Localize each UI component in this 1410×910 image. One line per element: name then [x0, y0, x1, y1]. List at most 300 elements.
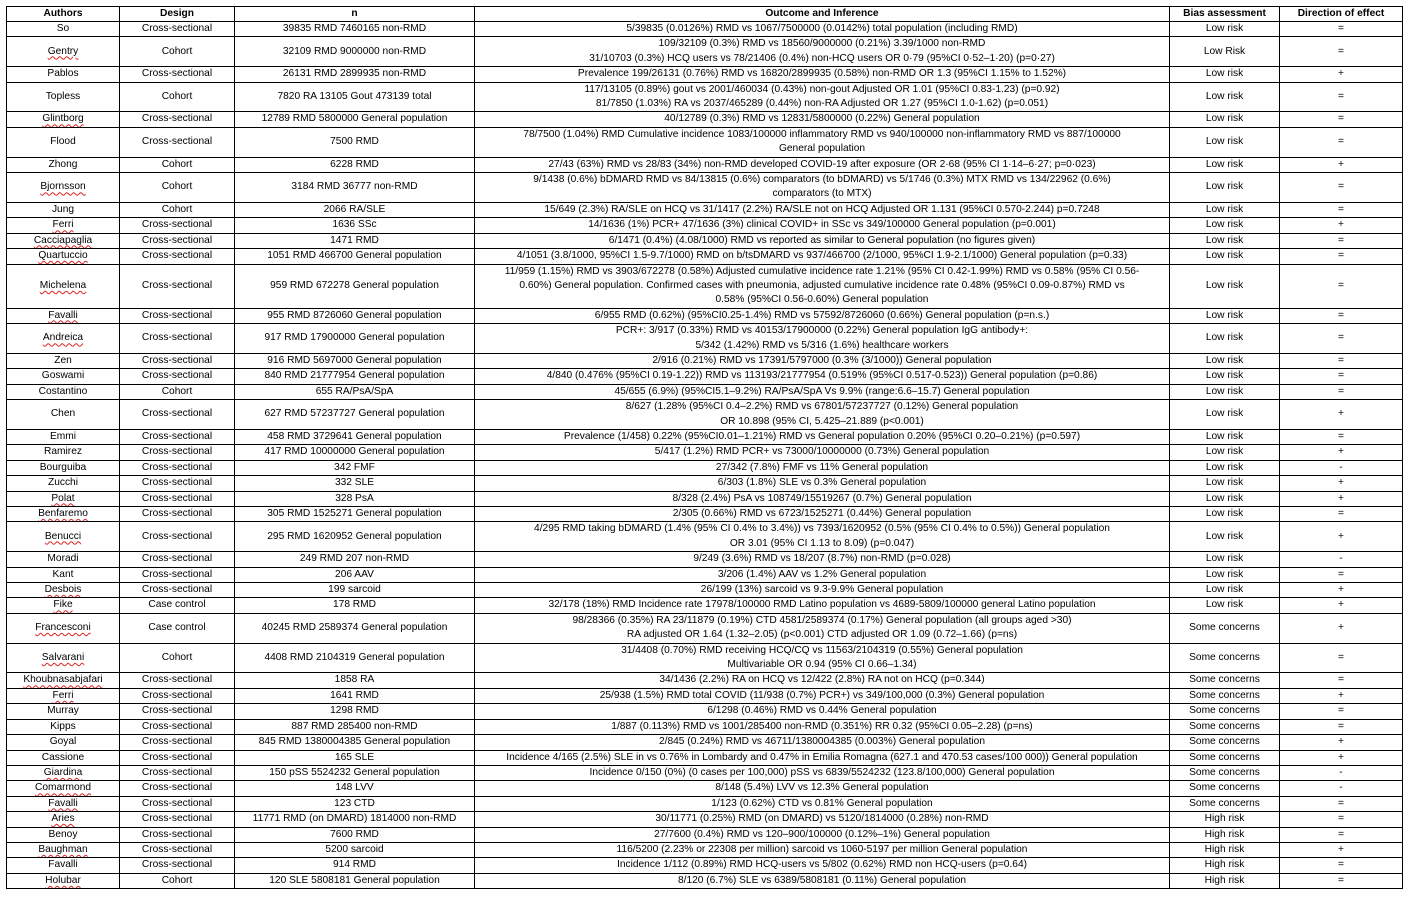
direction-cell: +: [1280, 67, 1403, 82]
direction-cell: +: [1280, 688, 1403, 703]
outcome-cell: Incidence 0/150 (0%) (0 cases per 100,000) pSS vs 6839/5524232 (123.8/100,000) General population: [475, 765, 1170, 780]
table-row: [7, 750, 1403, 765]
direction-cell: =: [1280, 369, 1403, 384]
outcome-cell: 6/1471 (0.4%) (4.08/1000) RMD vs reported as similar to General population (no figures given): [475, 233, 1170, 248]
direction-cell: =: [1280, 264, 1403, 308]
header-row: [7, 7, 1403, 22]
table-row: [7, 522, 1403, 552]
author-cell: Pablos: [7, 67, 120, 82]
author-cell: Gentry: [7, 37, 120, 67]
bias-cell: Low risk: [1170, 369, 1280, 384]
n-cell: 6228 RMD: [235, 157, 475, 172]
table-row: [7, 858, 1403, 873]
design-cell: Cross-sectional: [120, 673, 235, 688]
design-cell: Cross-sectional: [120, 827, 235, 842]
bias-cell: Some concerns: [1170, 796, 1280, 811]
direction-cell: =: [1280, 233, 1403, 248]
bias-cell: Low risk: [1170, 400, 1280, 430]
n-cell: 178 RMD: [235, 598, 475, 613]
table-row: [7, 827, 1403, 842]
outcome-cell: 2/916 (0.21%) RMD vs 17391/5797000 (0.3% (3/1000)) General population: [475, 353, 1170, 368]
outcome-cell: 8/627 (1.28% (95%CI 0.4–2.2%) RMD vs 67801/57237727 (0.12%) General population OR 10.898 (95% CI, 5.425–21.889 (p<0.001): [475, 400, 1170, 430]
author-cell: Favalli: [7, 796, 120, 811]
author-cell: Favalli: [7, 858, 120, 873]
design-cell: Cross-sectional: [120, 127, 235, 157]
direction-cell: =: [1280, 812, 1403, 827]
direction-cell: +: [1280, 400, 1403, 430]
direction-cell: =: [1280, 567, 1403, 582]
author-cell: Benfaremo: [7, 507, 120, 522]
design-cell: Cross-sectional: [120, 324, 235, 354]
author-cell: Zen: [7, 353, 120, 368]
n-cell: 3184 RMD 36777 non-RMD: [235, 173, 475, 203]
table-row: [7, 369, 1403, 384]
n-cell: 295 RMD 1620952 General population: [235, 522, 475, 552]
design-cell: Cross-sectional: [120, 858, 235, 873]
design-cell: Cohort: [120, 37, 235, 67]
bias-cell: Low risk: [1170, 249, 1280, 264]
table-row: [7, 202, 1403, 217]
design-cell: Cross-sectional: [120, 812, 235, 827]
outcome-cell: 31/4408 (0.70%) RMD receiving HCQ/CQ vs 11563/2104319 (0.55%) General population Multivariable OR 0.94 (95% CI 0.66–1.34): [475, 643, 1170, 673]
outcome-cell: 2/305 (0.66%) RMD vs 6723/1525271 (0.44%) General population: [475, 507, 1170, 522]
design-cell: Cross-sectional: [120, 249, 235, 264]
direction-cell: =: [1280, 324, 1403, 354]
design-cell: Cross-sectional: [120, 522, 235, 552]
author-cell: Bjornsson: [7, 173, 120, 203]
table-row: [7, 112, 1403, 127]
n-cell: 840 RMD 21777954 General population: [235, 369, 475, 384]
design-cell: Cohort: [120, 157, 235, 172]
table-row: [7, 82, 1403, 112]
n-cell: 1471 RMD: [235, 233, 475, 248]
table-row: [7, 507, 1403, 522]
n-cell: 7500 RMD: [235, 127, 475, 157]
design-cell: Cross-sectional: [120, 353, 235, 368]
author-cell: Murray: [7, 704, 120, 719]
direction-cell: +: [1280, 157, 1403, 172]
n-cell: 11771 RMD (on DMARD) 1814000 non-RMD: [235, 812, 475, 827]
header-bias: Bias assessment: [1170, 7, 1280, 22]
table-row: [7, 308, 1403, 323]
n-cell: 328 PsA: [235, 491, 475, 506]
table-row: [7, 613, 1403, 643]
bias-cell: Low risk: [1170, 353, 1280, 368]
design-cell: Cross-sectional: [120, 429, 235, 444]
direction-cell: +: [1280, 445, 1403, 460]
n-cell: 199 sarcoid: [235, 583, 475, 598]
outcome-cell: 6/1298 (0.46%) RMD vs 0.44% General population: [475, 704, 1170, 719]
author-cell: Zucchi: [7, 476, 120, 491]
design-cell: Cohort: [120, 873, 235, 888]
author-cell: Goyal: [7, 735, 120, 750]
author-cell: Jung: [7, 202, 120, 217]
direction-cell: =: [1280, 112, 1403, 127]
n-cell: 417 RMD 10000000 General population: [235, 445, 475, 460]
n-cell: 914 RMD: [235, 858, 475, 873]
header-n: n: [235, 7, 475, 22]
n-cell: 12789 RMD 5800000 General population: [235, 112, 475, 127]
outcome-cell: 5/39835 (0.0126%) RMD vs 1067/7500000 (0.0142%) total population (including RMD): [475, 22, 1170, 37]
author-cell: Topless: [7, 82, 120, 112]
n-cell: 845 RMD 1380004385 General population: [235, 735, 475, 750]
direction-cell: +: [1280, 583, 1403, 598]
design-cell: Cross-sectional: [120, 491, 235, 506]
n-cell: 26131 RMD 2899935 non-RMD: [235, 67, 475, 82]
n-cell: 1636 SSc: [235, 218, 475, 233]
outcome-cell: 45/655 (6.9%) (95%CI5.1–9.2%) RA/PsA/SpA Vs 9.9% (range:6.6–15.7) General population: [475, 384, 1170, 399]
n-cell: 1051 RMD 466700 General population: [235, 249, 475, 264]
n-cell: 1858 RA: [235, 673, 475, 688]
direction-cell: -: [1280, 460, 1403, 475]
bias-cell: Low risk: [1170, 67, 1280, 82]
outcome-cell: 98/28366 (0.35%) RA 23/11879 (0.19%) CTD 4581/2589374 (0.17%) General population (all groups aged >30) RA adjusted OR 1.64 (1.32–2.05) (p<0.001) CTD adjusted OR 1.09 (0.72–1.66) (p=ns): [475, 613, 1170, 643]
n-cell: 5200 sarcoid: [235, 842, 475, 857]
direction-cell: =: [1280, 719, 1403, 734]
outcome-cell: 27/342 (7.8%) FMF vs 11% General population: [475, 460, 1170, 475]
design-cell: Case control: [120, 613, 235, 643]
author-cell: Favalli: [7, 308, 120, 323]
header-outcome: Outcome and Inference: [475, 7, 1170, 22]
table-row: [7, 765, 1403, 780]
bias-cell: Some concerns: [1170, 688, 1280, 703]
direction-cell: +: [1280, 598, 1403, 613]
design-cell: Cross-sectional: [120, 369, 235, 384]
n-cell: 655 RA/PsA/SpA: [235, 384, 475, 399]
n-cell: 959 RMD 672278 General population: [235, 264, 475, 308]
direction-cell: =: [1280, 673, 1403, 688]
outcome-cell: 116/5200 (2.23% or 22308 per million) sarcoid vs 1060-5197 per million General population: [475, 842, 1170, 857]
table-row: [7, 233, 1403, 248]
n-cell: 332 SLE: [235, 476, 475, 491]
design-cell: Cross-sectional: [120, 567, 235, 582]
design-cell: Cohort: [120, 643, 235, 673]
n-cell: 917 RMD 17900000 General population: [235, 324, 475, 354]
header-design: Design: [120, 7, 235, 22]
n-cell: 2066 RA/SLE: [235, 202, 475, 217]
bias-cell: Low risk: [1170, 22, 1280, 37]
direction-cell: =: [1280, 249, 1403, 264]
author-cell: Kipps: [7, 719, 120, 734]
bias-cell: Low risk: [1170, 567, 1280, 582]
bias-cell: Low risk: [1170, 157, 1280, 172]
direction-cell: =: [1280, 384, 1403, 399]
outcome-cell: 25/938 (1.5%) RMD total COVID (11/938 (0.7%) PCR+) vs 349/100,000 (0.3%) General population: [475, 688, 1170, 703]
outcome-cell: 26/199 (13%) sarcoid vs 9.3-9.9% General population: [475, 583, 1170, 598]
author-cell: Cassione: [7, 750, 120, 765]
table-row: [7, 643, 1403, 673]
author-cell: Andreica: [7, 324, 120, 354]
author-cell: Flood: [7, 127, 120, 157]
bias-cell: Low risk: [1170, 264, 1280, 308]
n-cell: 627 RMD 57237727 General population: [235, 400, 475, 430]
direction-cell: =: [1280, 202, 1403, 217]
outcome-cell: Prevalence 199/26131 (0.76%) RMD vs 16820/2899935 (0.58%) non-RMD OR 1.3 (95%CI 1.15% to 1.52%): [475, 67, 1170, 82]
design-cell: Cross-sectional: [120, 842, 235, 857]
design-cell: Cross-sectional: [120, 67, 235, 82]
direction-cell: =: [1280, 643, 1403, 673]
author-cell: Holubar: [7, 873, 120, 888]
table-row: [7, 264, 1403, 308]
author-cell: Francesconi: [7, 613, 120, 643]
table-row: [7, 719, 1403, 734]
author-cell: Michelena: [7, 264, 120, 308]
table-row: [7, 583, 1403, 598]
direction-cell: +: [1280, 491, 1403, 506]
bias-cell: Some concerns: [1170, 704, 1280, 719]
table-row: [7, 384, 1403, 399]
outcome-cell: 11/959 (1.15%) RMD vs 3903/672278 (0.58%) Adjusted cumulative incidence rate 1.21% (95% CI 0.42-1.99%) RMD vs 0.58% (95% CI 0.56- 0.60%) General population. Confirmed cases with pneumonia, adjusted cumulative incidence rate 0.48% (95%CI 0.09-0.87%) RMD vs 0.58% (95%CI 0.56-0.60%) General population: [475, 264, 1170, 308]
bias-cell: Low risk: [1170, 82, 1280, 112]
design-cell: Cohort: [120, 173, 235, 203]
design-cell: Cohort: [120, 384, 235, 399]
table-row: [7, 704, 1403, 719]
author-cell: Zhong: [7, 157, 120, 172]
table-row: [7, 429, 1403, 444]
bias-cell: High risk: [1170, 858, 1280, 873]
outcome-cell: 9/1438 (0.6%) bDMARD RMD vs 84/13815 (0.6%) comparators (to bDMARD) vs 5/1746 (0.3%) MTX RMD vs 134/22962 (0.6%) comparators (to MTX): [475, 173, 1170, 203]
bias-cell: Some concerns: [1170, 765, 1280, 780]
bias-cell: Low Risk: [1170, 37, 1280, 67]
direction-cell: =: [1280, 796, 1403, 811]
design-cell: Cross-sectional: [120, 735, 235, 750]
table-row: [7, 842, 1403, 857]
bias-cell: High risk: [1170, 873, 1280, 888]
design-cell: Cross-sectional: [120, 750, 235, 765]
outcome-cell: 40/12789 (0.3%) RMD vs 12831/5800000 (0.22%) General population: [475, 112, 1170, 127]
author-cell: Emmi: [7, 429, 120, 444]
bias-cell: Low risk: [1170, 384, 1280, 399]
outcome-cell: 1/123 (0.62%) CTD vs 0.81% General population: [475, 796, 1170, 811]
direction-cell: =: [1280, 873, 1403, 888]
outcome-cell: Incidence 1/112 (0.89%) RMD HCQ-users vs 5/802 (0.62%) RMD non HCQ-users (p=0.64): [475, 858, 1170, 873]
outcome-cell: 6/955 RMD (0.62%) (95%CI0.25-1.4%) RMD vs 57592/8726060 (0.66%) General population (p=n.s.): [475, 308, 1170, 323]
table-row: [7, 218, 1403, 233]
table-row: [7, 353, 1403, 368]
bias-cell: Low risk: [1170, 583, 1280, 598]
design-cell: Case control: [120, 598, 235, 613]
studies-table: [6, 6, 1403, 889]
outcome-cell: 27/7600 (0.4%) RMD vs 120–900/100000 (0.12%–1%) General population: [475, 827, 1170, 842]
header-direction: Direction of effect: [1280, 7, 1403, 22]
table-row: [7, 476, 1403, 491]
n-cell: 123 CTD: [235, 796, 475, 811]
n-cell: 150 pSS 5524232 General population: [235, 765, 475, 780]
outcome-cell: 8/148 (5.4%) LVV vs 12.3% General population: [475, 781, 1170, 796]
n-cell: 1298 RMD: [235, 704, 475, 719]
direction-cell: =: [1280, 704, 1403, 719]
direction-cell: =: [1280, 429, 1403, 444]
outcome-cell: Incidence 4/165 (2.5%) SLE in vs 0.76% in Lombardy and 0.47% in Emilia Romagna (627.1 and 470.53 cases/100 000)) General population: [475, 750, 1170, 765]
n-cell: 165 SLE: [235, 750, 475, 765]
author-cell: Giardina: [7, 765, 120, 780]
outcome-cell: 5/417 (1.2%) RMD PCR+ vs 73000/10000000 (0.73%) General population: [475, 445, 1170, 460]
direction-cell: +: [1280, 522, 1403, 552]
bias-cell: Low risk: [1170, 324, 1280, 354]
bias-cell: Low risk: [1170, 491, 1280, 506]
table-row: [7, 567, 1403, 582]
outcome-cell: PCR+: 3/917 (0.33%) RMD vs 40153/17900000 (0.22%) General population IgG antibody+: 5/342 (1.42%) RMD vs 5/316 (1.6%) healthcare workers: [475, 324, 1170, 354]
design-cell: Cross-sectional: [120, 704, 235, 719]
design-cell: Cohort: [120, 82, 235, 112]
design-cell: Cross-sectional: [120, 796, 235, 811]
table-row: [7, 400, 1403, 430]
author-cell: Polat: [7, 491, 120, 506]
design-cell: Cross-sectional: [120, 233, 235, 248]
table-row: [7, 157, 1403, 172]
direction-cell: +: [1280, 750, 1403, 765]
outcome-cell: 78/7500 (1.04%) RMD Cumulative incidence 1083/100000 inflammatory RMD vs 940/100000 non-inflammatory RMD vs 887/100000 General population: [475, 127, 1170, 157]
direction-cell: =: [1280, 507, 1403, 522]
bias-cell: Low risk: [1170, 202, 1280, 217]
n-cell: 39835 RMD 7460165 non-RMD: [235, 22, 475, 37]
table-row: [7, 67, 1403, 82]
outcome-cell: 3/206 (1.4%) AAV vs 1.2% General population: [475, 567, 1170, 582]
outcome-cell: 32/178 (18%) RMD Incidence rate 17978/100000 RMD Latino population vs 4689-5809/100000 general Latino population: [475, 598, 1170, 613]
table-row: [7, 552, 1403, 567]
direction-cell: +: [1280, 842, 1403, 857]
bias-cell: Low risk: [1170, 218, 1280, 233]
direction-cell: +: [1280, 218, 1403, 233]
n-cell: 887 RMD 285400 non-RMD: [235, 719, 475, 734]
bias-cell: Low risk: [1170, 460, 1280, 475]
outcome-cell: 2/845 (0.24%) RMD vs 46711/1380004385 (0.003%) General population: [475, 735, 1170, 750]
design-cell: Cross-sectional: [120, 112, 235, 127]
author-cell: Cacciapaglia: [7, 233, 120, 248]
bias-cell: Some concerns: [1170, 673, 1280, 688]
direction-cell: -: [1280, 765, 1403, 780]
direction-cell: =: [1280, 353, 1403, 368]
outcome-cell: 15/649 (2.3%) RA/SLE on HCQ vs 31/1417 (2.2%) RA/SLE not on HCQ Adjusted OR 1.131 (95%CI 0.570-2.244) p=0.7248: [475, 202, 1170, 217]
author-cell: Bourguiba: [7, 460, 120, 475]
author-cell: Quartuccio: [7, 249, 120, 264]
bias-cell: Some concerns: [1170, 735, 1280, 750]
author-cell: Comarmond: [7, 781, 120, 796]
direction-cell: =: [1280, 37, 1403, 67]
table-row: [7, 812, 1403, 827]
table-row: [7, 781, 1403, 796]
bias-cell: Low risk: [1170, 112, 1280, 127]
author-cell: Moradi: [7, 552, 120, 567]
bias-cell: High risk: [1170, 827, 1280, 842]
bias-cell: Low risk: [1170, 522, 1280, 552]
direction-cell: -: [1280, 552, 1403, 567]
author-cell: Costantino: [7, 384, 120, 399]
table-row: [7, 37, 1403, 67]
table-row: [7, 324, 1403, 354]
design-cell: Cross-sectional: [120, 218, 235, 233]
direction-cell: =: [1280, 858, 1403, 873]
n-cell: 206 AAV: [235, 567, 475, 582]
bias-cell: Some concerns: [1170, 781, 1280, 796]
table-row: [7, 249, 1403, 264]
outcome-cell: 1/887 (0.113%) RMD vs 1001/285400 non-RMD (0.351%) RR 0.32 (95%CI 0.05–2.28) (p=ns): [475, 719, 1170, 734]
design-cell: Cross-sectional: [120, 264, 235, 308]
n-cell: 7820 RA 13105 Gout 473139 total: [235, 82, 475, 112]
direction-cell: =: [1280, 82, 1403, 112]
bias-cell: Low risk: [1170, 507, 1280, 522]
direction-cell: +: [1280, 613, 1403, 643]
author-cell: Ferri: [7, 218, 120, 233]
bias-cell: Low risk: [1170, 308, 1280, 323]
design-cell: Cross-sectional: [120, 583, 235, 598]
table-row: [7, 873, 1403, 888]
design-cell: Cross-sectional: [120, 765, 235, 780]
table-row: [7, 127, 1403, 157]
table-row: [7, 22, 1403, 37]
design-cell: Cross-sectional: [120, 308, 235, 323]
author-cell: Benucci: [7, 522, 120, 552]
bias-cell: Some concerns: [1170, 643, 1280, 673]
bias-cell: Low risk: [1170, 476, 1280, 491]
outcome-cell: Prevalence (1/458) 0.22% (95%CI0.01–1.21%) RMD vs General population 0.20% (95%CI 0.20–0.21%) (p=0.597): [475, 429, 1170, 444]
author-cell: Fike: [7, 598, 120, 613]
author-cell: Benoy: [7, 827, 120, 842]
design-cell: Cross-sectional: [120, 719, 235, 734]
n-cell: 955 RMD 8726060 General population: [235, 308, 475, 323]
outcome-cell: 6/303 (1.8%) SLE vs 0.3% General population: [475, 476, 1170, 491]
direction-cell: =: [1280, 173, 1403, 203]
bias-cell: Low risk: [1170, 127, 1280, 157]
bias-cell: Some concerns: [1170, 613, 1280, 643]
n-cell: 148 LVV: [235, 781, 475, 796]
table-row: [7, 735, 1403, 750]
design-cell: Cross-sectional: [120, 445, 235, 460]
n-cell: 7600 RMD: [235, 827, 475, 842]
table-row: [7, 460, 1403, 475]
design-cell: Cohort: [120, 202, 235, 217]
design-cell: Cross-sectional: [120, 400, 235, 430]
bias-cell: Low risk: [1170, 233, 1280, 248]
table-row: [7, 688, 1403, 703]
outcome-cell: 14/1636 (1%) PCR+ 47/1636 (3%) clinical COVID+ in SSc vs 349/100000 General population (p=0.001): [475, 218, 1170, 233]
table-row: [7, 491, 1403, 506]
author-cell: Desbois: [7, 583, 120, 598]
direction-cell: +: [1280, 735, 1403, 750]
direction-cell: =: [1280, 22, 1403, 37]
author-cell: Khoubnasabjafari: [7, 673, 120, 688]
outcome-cell: 4/1051 (3.8/1000, 95%CI 1.5-9.7/1000) RMD on b/tsDMARD vs 937/466700 (2/1000, 95%CI 1.9-2.1/1000) General population (p=0.33): [475, 249, 1170, 264]
design-cell: Cross-sectional: [120, 781, 235, 796]
outcome-cell: 4/295 RMD taking bDMARD (1.4% (95% CI 0.4% to 3.4%)) vs 7393/1620952 (0.5% (95% CI 0.4% to 0.5%)) General population OR 3.01 (95% CI 1.13 to 8.09) (p=0.047): [475, 522, 1170, 552]
author-cell: Glintborg: [7, 112, 120, 127]
n-cell: 458 RMD 3729641 General population: [235, 429, 475, 444]
bias-cell: Low risk: [1170, 445, 1280, 460]
table-row: [7, 173, 1403, 203]
n-cell: 1641 RMD: [235, 688, 475, 703]
n-cell: 305 RMD 1525271 General population: [235, 507, 475, 522]
bias-cell: High risk: [1170, 842, 1280, 857]
outcome-cell: 109/32109 (0.3%) RMD vs 18560/9000000 (0.21%) 3.39/1000 non-RMD 31/10703 (0.3%) HCQ users vs 78/21406 (0.4%) non-HCQ users OR 0·79 (95%CI 0·52–1·20) (p=0·27): [475, 37, 1170, 67]
table-row: [7, 445, 1403, 460]
outcome-cell: 34/1436 (2.2%) RA on HCQ vs 12/422 (2.8%) RA not on HCQ (p=0.344): [475, 673, 1170, 688]
design-cell: Cross-sectional: [120, 688, 235, 703]
design-cell: Cross-sectional: [120, 552, 235, 567]
table-row: [7, 598, 1403, 613]
bias-cell: Some concerns: [1170, 750, 1280, 765]
direction-cell: =: [1280, 308, 1403, 323]
bias-cell: High risk: [1170, 812, 1280, 827]
direction-cell: -: [1280, 781, 1403, 796]
n-cell: 4408 RMD 2104319 General population: [235, 643, 475, 673]
author-cell: Kant: [7, 567, 120, 582]
n-cell: 249 RMD 207 non-RMD: [235, 552, 475, 567]
outcome-cell: 30/11771 (0.25%) RMD (on DMARD) vs 5120/1814000 (0.28%) non-RMD: [475, 812, 1170, 827]
n-cell: 916 RMD 5697000 General population: [235, 353, 475, 368]
direction-cell: =: [1280, 127, 1403, 157]
bias-cell: Low risk: [1170, 552, 1280, 567]
author-cell: Chen: [7, 400, 120, 430]
